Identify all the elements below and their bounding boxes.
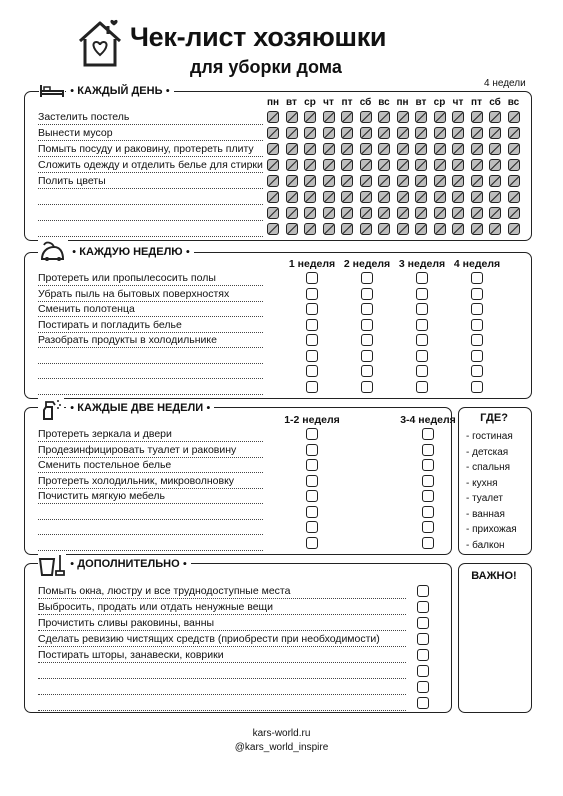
checkbox[interactable] [417,617,429,629]
checkbox[interactable] [452,175,464,187]
checkbox[interactable] [422,506,434,518]
checkbox[interactable] [471,159,483,171]
checkbox[interactable] [267,159,279,171]
checkbox[interactable] [341,207,353,219]
day-header: вс [378,97,390,108]
dotted-line [38,124,263,125]
checkbox[interactable] [304,207,316,219]
checkbox[interactable] [306,490,318,502]
checkbox[interactable] [323,159,335,171]
checkbox[interactable] [304,159,316,171]
checkbox[interactable] [286,175,298,187]
checkbox[interactable] [416,334,428,346]
spray-icon [38,397,64,421]
dotted-line [38,534,263,535]
where-title: ГДЕ? [480,412,508,424]
checkbox[interactable] [422,521,434,533]
dotted-line [38,285,263,286]
biweek-column-header: 3-4 неделя [400,414,456,426]
checkbox[interactable] [341,127,353,139]
important-title: ВАЖНО! [471,570,517,582]
checkbox[interactable] [304,223,316,235]
task-label: Вынести мусор [38,127,113,139]
checkbox[interactable] [306,521,318,533]
checkbox[interactable] [417,585,429,597]
checkbox[interactable] [341,223,353,235]
day-header: вт [415,97,427,108]
checkbox[interactable] [306,444,318,456]
weeks-label: 4 недели [484,78,526,89]
checkbox[interactable] [489,223,501,235]
where-item: - прихожая [466,524,517,535]
checkbox[interactable] [306,381,318,393]
checkbox[interactable] [306,272,318,284]
checkbox[interactable] [471,143,483,155]
daily-section-title: ● КАЖДЫЙ ДЕНЬ ● [66,85,174,97]
week-column-header: 1 неделя [288,258,336,270]
checkbox[interactable] [471,288,483,300]
task-label: Сложить одежду и отделить белье для стирки [38,159,263,171]
checkbox[interactable] [422,537,434,549]
checkbox[interactable] [306,506,318,518]
checkbox[interactable] [306,350,318,362]
checkbox[interactable] [397,175,409,187]
checkbox[interactable] [267,207,279,219]
dotted-line [38,188,263,189]
checkbox[interactable] [471,127,483,139]
checkbox[interactable] [360,175,372,187]
checkbox[interactable] [378,127,390,139]
checkbox[interactable] [422,490,434,502]
dotted-line [38,519,263,520]
dotted-line [38,347,263,348]
checkbox[interactable] [361,365,373,377]
day-header: пт [471,97,482,108]
checkbox[interactable] [397,143,409,155]
checkbox[interactable] [434,207,446,219]
checkbox[interactable] [306,334,318,346]
checkbox[interactable] [306,475,318,487]
checkbox[interactable] [508,143,520,155]
dotted-line [38,441,263,442]
dotted-line [38,630,406,631]
where-item: - ванная [466,508,505,520]
checkbox[interactable] [361,334,373,346]
checkbox[interactable] [341,175,353,187]
checkbox[interactable] [471,111,483,123]
checkbox[interactable] [471,191,483,203]
dotted-line [38,710,406,711]
task-label: Протереть холодильник, микроволновку [38,474,235,487]
where-item: - спальня [466,462,511,473]
checkbox[interactable] [416,350,428,362]
checkbox[interactable] [378,159,390,171]
dotted-line [38,394,263,395]
checkbox[interactable] [452,207,464,219]
extra-section-title: ● ДОПОЛНИТЕЛЬНО ● [66,558,191,570]
checkbox[interactable] [378,175,390,187]
checkbox[interactable] [341,143,353,155]
dotted-line [38,472,263,473]
dotted-line [38,694,406,695]
task-label: Прочистить сливы раковины, ванны [38,617,215,629]
day-header: сб [359,97,372,108]
task-label: Сменить полотенца [38,303,135,315]
checkbox[interactable] [471,381,483,393]
checkbox[interactable] [323,143,335,155]
task-label: Помыть посуду и раковину, протереть плиту [38,143,254,155]
checkbox[interactable] [417,697,429,709]
checkbox[interactable] [416,381,428,393]
checkbox[interactable] [422,459,434,471]
checkbox[interactable] [397,111,409,123]
task-label: Полить цветы [38,175,106,187]
checkbox[interactable] [286,159,298,171]
checkbox[interactable] [306,319,318,331]
checkbox[interactable] [452,111,464,123]
checkbox[interactable] [341,159,353,171]
dotted-line [38,550,263,551]
where-item: - туалет [466,493,503,504]
task-label: Разобрать продукты в холодильнике [38,334,217,346]
checkbox[interactable] [378,111,390,123]
checkbox[interactable] [323,175,335,187]
task-label: Убрать пыль на бытовых поверхностях [38,287,230,300]
checkbox[interactable] [378,191,390,203]
dotted-line [38,301,263,302]
checkbox[interactable] [323,127,335,139]
week-column-header: 2 неделя [343,258,391,270]
checkbox[interactable] [471,350,483,362]
dotted-line [38,614,406,615]
dotted-line [38,646,406,647]
checkbox[interactable] [415,159,427,171]
week-column-header: 3 неделя [398,258,446,270]
checkbox[interactable] [417,665,429,677]
dotted-line [38,332,263,333]
checkbox[interactable] [286,207,298,219]
checkbox[interactable] [508,127,520,139]
where-item: - гостиная [466,431,513,442]
checkbox[interactable] [452,127,464,139]
checkbox[interactable] [415,207,427,219]
important-panel [458,563,532,713]
checkbox[interactable] [434,143,446,155]
checkbox[interactable] [323,111,335,123]
house-heart-icon [75,17,125,69]
checkbox[interactable] [397,159,409,171]
dotted-line [38,363,263,364]
checkbox[interactable] [323,207,335,219]
day-header: пн [266,97,280,108]
checkbox[interactable] [267,143,279,155]
task-label: Сменить постельное белье [38,459,172,471]
dotted-line [38,457,263,458]
checkbox[interactable] [471,334,483,346]
weekly-section-title: ● КАЖДУЮ НЕДЕЛЮ ● [68,246,194,258]
checkbox[interactable] [286,191,298,203]
checkbox[interactable] [415,175,427,187]
checkbox[interactable] [416,365,428,377]
checkbox[interactable] [434,223,446,235]
dotted-line [38,204,263,205]
checkbox[interactable] [341,191,353,203]
checkbox[interactable] [304,191,316,203]
dotted-line [38,220,263,221]
checkbox[interactable] [434,191,446,203]
task-label: Постирать и погладить белье [38,318,182,331]
task-label: Выбросить, продать или отдать ненужные вещи [38,601,274,613]
where-item: - детская [466,446,509,458]
checkbox[interactable] [471,303,483,315]
checkbox[interactable] [267,111,279,123]
day-header: чт [452,97,464,108]
checkbox[interactable] [434,127,446,139]
checkbox[interactable] [452,223,464,235]
biweekly-section-title: ● КАЖДЫЕ ДВЕ НЕДЕЛИ ● [66,402,214,414]
checkbox[interactable] [489,127,501,139]
day-header: ср [433,97,446,108]
checkbox[interactable] [471,319,483,331]
checkbox[interactable] [422,475,434,487]
checkbox[interactable] [304,111,316,123]
bed-icon [38,79,66,101]
dotted-line [38,172,263,173]
checkbox[interactable] [397,223,409,235]
checkbox[interactable] [361,272,373,284]
checkbox[interactable] [508,207,520,219]
checkbox[interactable] [360,143,372,155]
checkbox[interactable] [452,191,464,203]
checkbox[interactable] [360,111,372,123]
checkbox[interactable] [415,191,427,203]
checkbox[interactable] [323,223,335,235]
checkbox[interactable] [417,601,429,613]
checkbox[interactable] [422,444,434,456]
checkbox[interactable] [434,159,446,171]
checkbox[interactable] [323,191,335,203]
dotted-line [38,316,263,317]
checkbox[interactable] [471,207,483,219]
dotted-line [38,488,263,489]
checkbox[interactable] [415,127,427,139]
checkbox[interactable] [471,223,483,235]
dotted-line [38,598,406,599]
checkbox[interactable] [471,272,483,284]
task-label: Помыть окна, люстру и все труднодоступные места [38,585,291,597]
checkbox[interactable] [360,127,372,139]
day-header: вс [507,97,520,108]
checkbox[interactable] [304,143,316,155]
checkbox[interactable] [286,223,298,235]
checkbox[interactable] [489,207,501,219]
checkbox[interactable] [304,127,316,139]
checkbox[interactable] [508,159,520,171]
checkbox[interactable] [378,143,390,155]
checkbox[interactable] [489,175,501,187]
page-subtitle: для уборки дома [190,57,342,77]
dotted-line [38,378,263,379]
checkbox[interactable] [508,175,520,187]
checkbox[interactable] [361,350,373,362]
dotted-line [38,156,263,157]
footer-site: kars-world.ru [252,728,311,739]
checkbox[interactable] [306,537,318,549]
checkbox[interactable] [417,633,429,645]
checkbox[interactable] [397,127,409,139]
checkbox[interactable] [306,459,318,471]
where-item: - балкон [466,539,505,551]
checkbox[interactable] [452,159,464,171]
day-header: пт [341,97,353,108]
checkbox[interactable] [489,159,501,171]
checkbox[interactable] [361,288,373,300]
vacuum-icon [38,239,68,263]
dotted-line [38,678,406,679]
checkbox[interactable] [286,127,298,139]
checkbox[interactable] [416,272,428,284]
checkbox[interactable] [286,143,298,155]
task-label: Протереть зеркала и двери [38,428,172,440]
checkbox[interactable] [415,143,427,155]
checkbox[interactable] [306,303,318,315]
task-label: Почистить мягкую мебель [38,490,166,502]
day-header: пн [396,97,409,108]
checkbox[interactable] [452,143,464,155]
checkbox[interactable] [378,207,390,219]
dotted-line [38,662,406,663]
week-column-header: 4 неделя [453,258,501,270]
checkbox[interactable] [361,319,373,331]
checkbox[interactable] [361,303,373,315]
checkbox[interactable] [416,319,428,331]
checkbox[interactable] [417,681,429,693]
checkbox[interactable] [416,288,428,300]
where-item: - кухня [466,477,498,489]
dotted-line [38,140,263,141]
checkbox[interactable] [489,111,501,123]
day-header: сб [489,97,501,108]
checkbox[interactable] [415,111,427,123]
checkbox[interactable] [360,207,372,219]
checkbox[interactable] [489,143,501,155]
checkbox[interactable] [471,175,483,187]
checkbox[interactable] [360,223,372,235]
checkbox[interactable] [416,303,428,315]
checkbox[interactable] [267,175,279,187]
checkbox[interactable] [360,191,372,203]
checkbox[interactable] [508,111,520,123]
checkbox[interactable] [397,207,409,219]
checkbox[interactable] [306,365,318,377]
checkbox[interactable] [417,649,429,661]
checkbox[interactable] [397,191,409,203]
checkbox[interactable] [471,365,483,377]
checkbox[interactable] [489,191,501,203]
checkbox[interactable] [267,127,279,139]
checkbox[interactable] [378,223,390,235]
task-label: Сделать ревизию чистящих средств (приобрести при необходимости) [38,633,380,645]
day-header: ср [304,97,316,108]
checkbox[interactable] [508,191,520,203]
checkbox[interactable] [360,159,372,171]
task-label: Постирать шторы, занавески, коврики [38,649,224,661]
task-label: Продезинфицировать туалет и раковину [38,443,237,456]
checkbox[interactable] [286,111,298,123]
checkbox[interactable] [267,191,279,203]
checkbox[interactable] [341,111,353,123]
checkbox[interactable] [304,175,316,187]
checkbox[interactable] [361,381,373,393]
checkbox[interactable] [422,428,434,440]
checkbox[interactable] [306,288,318,300]
biweek-column-header: 1-2 неделя [284,414,340,426]
task-label: Протереть или пропылесосить полы [38,272,216,284]
checkbox[interactable] [306,428,318,440]
day-header: чт [323,97,334,108]
bucket-mop-icon [38,553,66,577]
checkbox[interactable] [415,223,427,235]
day-header: вт [286,97,297,108]
checkbox[interactable] [267,223,279,235]
footer-handle: @kars_world_inspire [234,742,329,753]
checkbox[interactable] [434,175,446,187]
dotted-line [38,503,263,504]
dotted-line [38,236,263,237]
checkbox[interactable] [508,223,520,235]
checkbox[interactable] [434,111,446,123]
task-label: Застелить постель [38,111,130,123]
page-title: Чек-лист хозяюшки [130,22,387,52]
